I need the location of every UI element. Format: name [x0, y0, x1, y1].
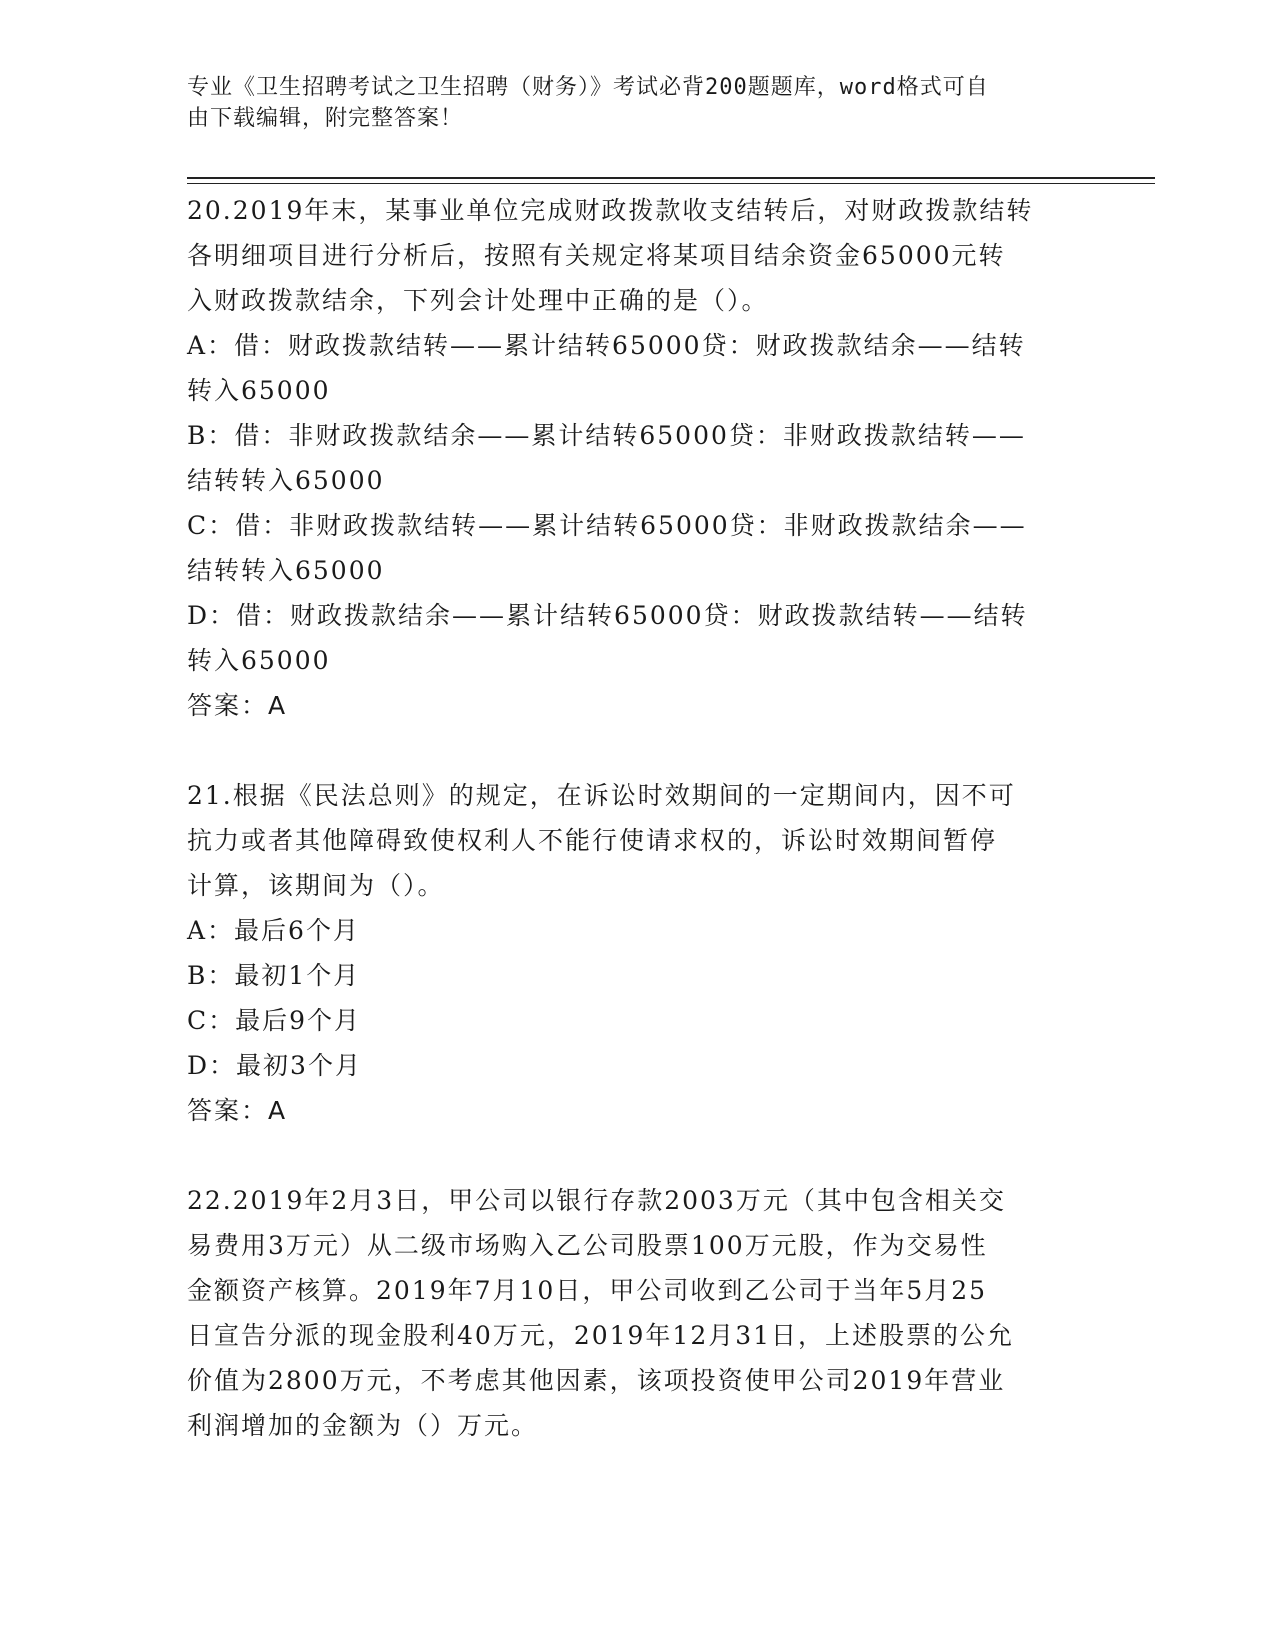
question-stem-line: 21.根据《民法总则》的规定，在诉讼时效期间的一定期间内，因不可 — [187, 781, 1016, 810]
question-stem-line: 22.2019年2月3日，甲公司以银行存款2003万元（其中包含相关交 — [187, 1186, 1006, 1215]
option-d-line: 转入65000 — [187, 646, 331, 675]
question-stem-line: 金额资产核算。2019年7月10日，甲公司收到乙公司于当年5月25 — [187, 1276, 988, 1305]
option-d-line: D：借：财政拨款结余——累计结转65000贷：财政拨款结转——结转 — [187, 601, 1028, 630]
question-stem-line: 计算，该期间为（）。 — [187, 871, 445, 900]
option-a-line: A：借：财政拨款结转——累计结转65000贷：财政拨款结余——结转 — [187, 331, 1026, 360]
option-b-line: B：借：非财政拨款结余——累计结转65000贷：非财政拨款结转—— — [187, 421, 1026, 450]
question-list — [187, 188, 1087, 1448]
question-stem-line: 入财政拨款结余，下列会计处理中正确的是（）。 — [187, 286, 769, 315]
header-rule-thick — [187, 177, 1155, 179]
question-20 — [187, 188, 1087, 728]
option-d-line: D：最初3个月 — [187, 1051, 362, 1080]
question-22 — [187, 1178, 1087, 1448]
question-spacer — [187, 728, 1087, 773]
header-rule-thin — [187, 183, 1155, 184]
question-stem-line: 抗力或者其他障碍致使权利人不能行使请求权的，诉讼时效期间暂停 — [187, 826, 998, 855]
question-stem-line: 日宣告分派的现金股利40万元，2019年12月31日，上述股票的公允 — [187, 1321, 1015, 1350]
answer-line: 答案：A — [187, 1096, 288, 1125]
question-stem-line: 各明细项目进行分析后，按照有关规定将某项目结余资金65000元转 — [187, 241, 1006, 270]
header-line-1: 专业《卫生招聘考试之卫生招聘（财务）》考试必背200题题库，word格式可自 — [187, 75, 989, 100]
header-line-2: 由下载编辑，附完整答案！ — [187, 106, 464, 131]
document-header — [187, 72, 1067, 134]
question-stem-line: 利润增加的金额为（）万元。 — [187, 1411, 539, 1440]
option-c-line: C：最后9个月 — [187, 1006, 362, 1035]
answer-line: 答案：A — [187, 691, 288, 720]
option-a-line: 转入65000 — [187, 376, 331, 405]
option-c-line: C：借：非财政拨款结转——累计结转65000贷：非财政拨款结余—— — [187, 511, 1027, 540]
option-c-line: 结转转入65000 — [187, 556, 385, 585]
question-spacer — [187, 1133, 1087, 1178]
option-b-line: B：最初1个月 — [187, 961, 361, 990]
question-21 — [187, 773, 1087, 1133]
question-stem-line: 易费用3万元）从二级市场购入乙公司股票100万元股，作为交易性 — [187, 1231, 988, 1260]
option-a-line: A：最后6个月 — [187, 916, 360, 945]
option-b-line: 结转转入65000 — [187, 466, 385, 495]
question-stem-line: 20.2019年末，某事业单位完成财政拨款收支结转后，对财政拨款结转 — [187, 196, 1034, 225]
question-stem-line: 价值为2800万元，不考虑其他因素，该项投资使甲公司2019年营业 — [187, 1366, 1006, 1395]
